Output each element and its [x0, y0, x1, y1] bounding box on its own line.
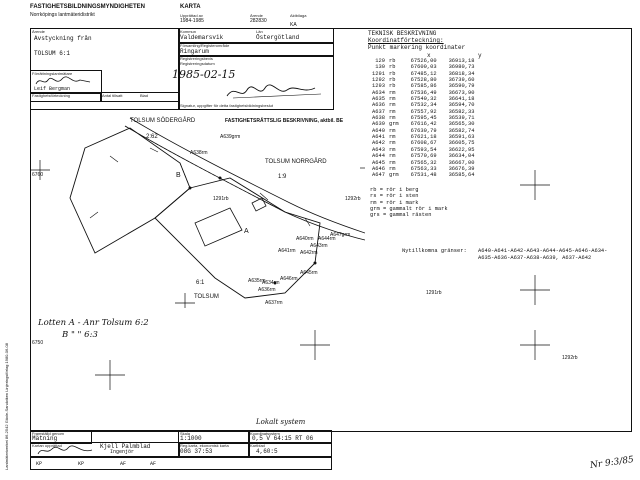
side-print-info: Lantmäteriverket 86-2542 Gävle-Sandviken Linjeringsförlag 1980-06-08: [4, 343, 9, 470]
coord-y: 36594,70: [448, 102, 475, 109]
marker-type: grm: [388, 172, 399, 179]
point-id: 130: [375, 64, 385, 71]
point-id: A640: [372, 127, 385, 134]
coord-x: 67532,34: [410, 102, 437, 109]
marker-type: rm: [388, 115, 396, 122]
coord-y: 36585,64: [448, 172, 475, 179]
f1-value: Mätning: [32, 435, 58, 442]
coord-x: 67621,18: [410, 134, 437, 141]
coord-x: 67585,86: [410, 83, 437, 90]
fast-label: Fastighetsförteckning: [32, 93, 71, 98]
coord-x: 67595,45: [410, 115, 437, 122]
initials-1: KP: [36, 461, 43, 467]
legend-item: rs = rör i sten: [370, 193, 419, 200]
marker-type: rm: [388, 127, 396, 134]
church-label: Församling/Registerområde: [180, 43, 230, 48]
coord-y: 36565,30: [448, 121, 475, 128]
legend-item: rb = rör i berg: [370, 187, 419, 193]
coord-x: 67563,33: [410, 165, 437, 172]
point-id: A645: [372, 159, 385, 166]
marker-type: rm: [388, 146, 396, 153]
point-id: A642: [372, 140, 385, 147]
parcel-number-2-62: 2:62: [146, 134, 158, 140]
tech-subtitle-2: Punkt markering koordinater: [368, 44, 466, 51]
church-value: Ringarum: [180, 48, 209, 55]
coord-y: 36605,75: [448, 140, 475, 147]
coord-y: 36582,74: [448, 127, 475, 134]
coord-x: 67536,49: [410, 89, 437, 96]
point-id: A639: [372, 121, 385, 128]
marker-type: rm: [388, 159, 396, 166]
point-id: A636: [372, 102, 385, 109]
point-a639: A639grm: [220, 134, 241, 140]
map-description-title: FASTIGHETSRÄTTSLIG BESKRIVNING, aktbil. BE: [225, 118, 344, 124]
point-a636: A636rm: [258, 287, 276, 293]
point-1291rb: 1292rb: [345, 196, 361, 202]
point-a645: A645rm: [300, 270, 318, 276]
f2-value: Kjell Palmblad: [100, 443, 151, 450]
point-id: A637: [372, 108, 385, 115]
boundaries-line-1: A640-A641-A642-A643-A644-A645-A646-A634-: [478, 248, 608, 254]
coord-x: 67557,92: [410, 108, 437, 115]
sys-value: 0,5 V 64:15 RT 06: [252, 435, 314, 442]
marker-type: rm: [388, 102, 396, 109]
coord-x: 67608,67: [410, 140, 437, 147]
reg-label: Registreringsbevis: [180, 56, 213, 61]
f2-sub: Ingenjör: [110, 449, 135, 455]
scale-label: Skala: [180, 431, 191, 436]
point-a641: A641rm: [278, 248, 296, 254]
coord-x: 67616,42: [410, 121, 437, 128]
grid-cross-2: [520, 275, 550, 305]
coord-y: 36818,34: [448, 70, 475, 77]
sys-label: Koordinatsystem: [250, 431, 280, 436]
author-value: Leif Bergman: [34, 86, 71, 92]
parcel-number-6-1: 6:1: [196, 280, 205, 286]
id-value: 282830: [250, 18, 267, 24]
lan-value: Östergötland: [256, 34, 300, 41]
registrar-signature: [225, 82, 325, 102]
point-id: A634: [372, 89, 385, 96]
coord-x: 67540,32: [410, 96, 437, 103]
f1-label: Framställd genom: [32, 431, 65, 436]
lot-note-line-2: B " " 6:3: [62, 330, 98, 340]
coord-y: 36641,18: [448, 96, 475, 103]
id-label: Ärende: [250, 13, 263, 18]
coord-system-handwritten: Lokalt system: [256, 418, 306, 426]
marker-type: rb: [388, 64, 396, 71]
point-id: A635: [372, 96, 385, 103]
marker-type: rm: [388, 89, 396, 96]
blad-label: Blad: [140, 93, 149, 98]
parcel-name-tolsum: TOLSUM: [194, 294, 219, 300]
marker-type: rm: [388, 134, 396, 141]
coord-y: 36673,90: [448, 89, 475, 96]
kommun-label: Kommun: [180, 29, 197, 34]
legend-item: rm = rör i mark: [370, 199, 419, 206]
initials-4: AF: [150, 461, 157, 467]
coord-y: 36667,00: [448, 159, 475, 166]
point-a646: A646rm: [280, 276, 298, 282]
point-id: A641: [372, 134, 385, 141]
agency-name: FASTIGHETSBILDNINGSMYNDIGHETEN: [30, 4, 146, 10]
grid-cross-4: [300, 330, 330, 360]
marker-legend: [370, 187, 448, 218]
point-id: A646: [372, 165, 385, 172]
coord-y: 36913,18: [448, 58, 475, 64]
coord-y: 36539,71: [448, 115, 475, 122]
point-a634: A634rm: [262, 280, 280, 286]
coord-x: 67526,00: [410, 58, 437, 64]
acts-label: Antal tillsatt: [102, 93, 123, 98]
point-1292rb: 1291rb: [213, 196, 229, 202]
area-value: 4,60:5: [256, 448, 278, 455]
marker-type: rb: [388, 58, 396, 64]
lot-note-line-1: Lotten A - Anr Tolsum 6:2: [38, 318, 149, 328]
marker-type: rb: [388, 70, 396, 77]
sheet-label: Aktbilaga: [290, 13, 307, 18]
parcel-number-1-9: 1:9: [278, 174, 287, 180]
col-x-label: x: [427, 52, 431, 59]
coord-y: 36590,79: [448, 83, 475, 90]
grid-cross-1: [520, 170, 550, 200]
doc-type: KARTA: [180, 4, 201, 10]
tech-subtitle: Koordinatförteckning:: [368, 37, 444, 44]
f2-label: Kartan upprättad: [32, 443, 62, 448]
point-1291rb-lower: 1292rb: [562, 355, 578, 361]
marker-type: rm: [388, 165, 396, 172]
parcel-name-sodergard: TOLSUM SÖDERGÅRD: [130, 118, 196, 124]
date-value: 1984-1985: [180, 18, 204, 24]
parcel-name-norrgard: TOLSUM NORRGÅRD: [265, 159, 327, 165]
coord-y: 36591,63: [448, 134, 475, 141]
coord-x: 67565,32: [410, 159, 437, 166]
grid-cross-5: [95, 360, 125, 390]
scale-value: 1:1000: [180, 435, 202, 442]
sign-label: Signatur, uppgifter för detta fastighetsbildningsbeslut: [180, 103, 273, 108]
reg-sub: Registreringsdatum: [180, 61, 215, 66]
coord-y: 36582,33: [448, 108, 475, 115]
coord-x: 67570,69: [410, 153, 437, 160]
area-label: Kartblad: [250, 443, 265, 448]
coord-y: 36634,04: [448, 153, 475, 160]
point-id: 1291: [372, 70, 385, 77]
kommun-value: Valdemarsvik: [180, 34, 224, 41]
reg-date: 1985-02-15: [172, 68, 236, 81]
coord-x: 67528,80: [410, 77, 437, 84]
coord-y: 36980,73: [448, 64, 475, 71]
page-number-handwritten: Nr 9:3/85: [589, 454, 635, 472]
point-id: A647: [372, 172, 385, 179]
point-a637: A637rm: [265, 300, 283, 306]
legend-item: grs = gammal rästen: [370, 212, 432, 219]
initials-2: KP: [78, 461, 85, 467]
point-id: 129: [375, 58, 385, 64]
coord-x: 67600,03: [410, 64, 437, 71]
lan-label: Län: [256, 29, 263, 34]
point-id: 1292: [372, 77, 385, 84]
boundaries-line-2: A635-A636-A637-A638-A639, A637-A642: [478, 255, 592, 261]
col-y-label: y: [478, 52, 482, 59]
coord-y: 36739,60: [448, 77, 475, 84]
author-label: Förrättningslantmätare: [32, 71, 73, 76]
parcel-map: [30, 108, 365, 308]
date-label: Upprättad av: [180, 13, 203, 18]
legend-item: grm = gammalt rör i mark: [370, 205, 448, 212]
boundaries-label: Nytillkomna gränser:: [402, 248, 467, 254]
point-id: A638: [372, 115, 385, 122]
case-label: Ärende: [32, 29, 45, 34]
parcel-letter-b: B: [176, 172, 181, 179]
marker-type: grm: [388, 121, 399, 128]
grid-coord-6760: 6760: [32, 172, 44, 178]
grid-cross-3: [520, 330, 550, 360]
initials-3: AF: [120, 461, 127, 467]
coord-x: 67593,54: [410, 146, 437, 153]
sheet-value: KA: [290, 22, 297, 28]
grid-coord-6750: 6750: [32, 340, 44, 346]
point-a638: A638rm: [190, 150, 208, 156]
coord-x: 67531,48: [410, 172, 437, 179]
tech-title: TEKNISK BESKRIVNING: [368, 30, 437, 37]
point-a640: A640rm: [296, 236, 314, 242]
point-1291rb-right: 1291rb: [426, 290, 442, 296]
marker-type: rm: [388, 153, 396, 160]
coord-x: 67485,12: [410, 70, 437, 77]
point-id: A644: [372, 153, 385, 160]
point-id: 1293: [372, 83, 385, 90]
coordinate-row: [370, 172, 476, 178]
district-name: Norrköpings lantmäteridistrikt: [30, 12, 95, 18]
parcel-letter-a: A: [244, 228, 249, 235]
ref-label: Reg.karta, ekonomisk karta: [180, 443, 229, 448]
point-id: A643: [372, 146, 385, 153]
case-line-1: Avstyckning från: [34, 35, 92, 42]
point-a647: A647grm: [330, 232, 351, 238]
point-a642: A642rm: [300, 250, 318, 256]
coord-x: 67630,79: [410, 127, 437, 134]
marker-type: rm: [388, 108, 396, 115]
marker-type: rm: [388, 96, 396, 103]
marker-type: rb: [388, 83, 396, 90]
point-a644: A644rm: [318, 236, 336, 242]
coord-y: 36676,39: [448, 165, 475, 172]
marker-type: rb: [388, 77, 396, 84]
case-line-2: TOLSUM 6:1: [34, 50, 71, 57]
point-a635: A635rm: [248, 278, 266, 284]
ref-value: 08G 37:53: [180, 448, 213, 455]
marker-type: rm: [388, 140, 396, 147]
coordinate-table: [370, 58, 476, 179]
coord-y: 36622,95: [448, 146, 475, 153]
footer-initials-row: [30, 456, 332, 470]
point-a643: A643rm: [310, 243, 328, 249]
